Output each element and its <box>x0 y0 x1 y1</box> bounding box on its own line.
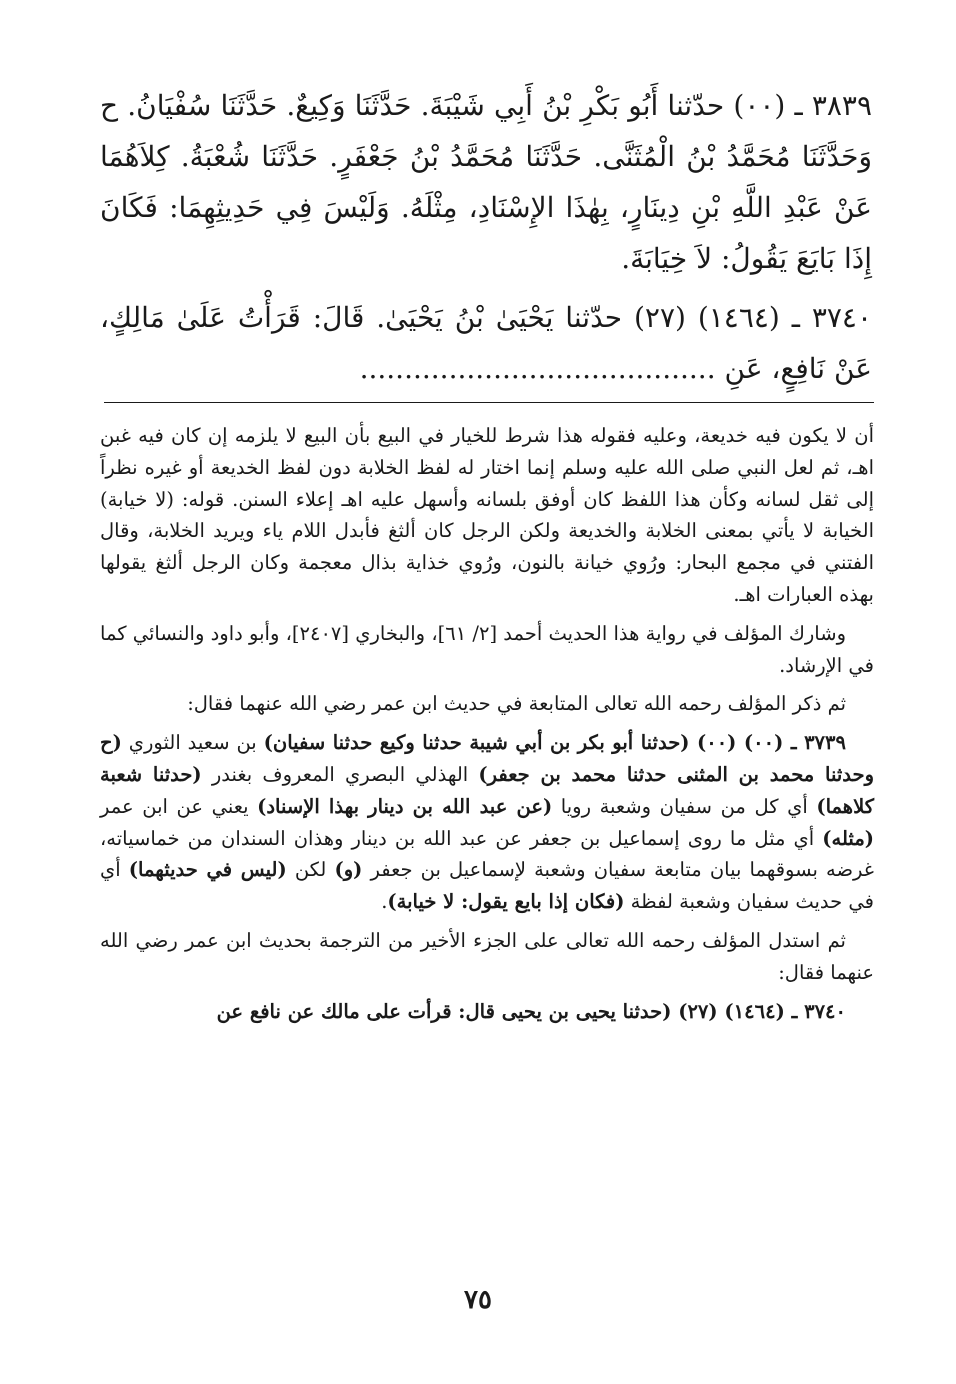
hadith-paragraph-2 <box>100 292 872 394</box>
bold-hadith-text: (ليس في حديثهما) <box>128 858 287 882</box>
explanation-text: الهذلي البصري المعروف بغندر <box>201 762 479 786</box>
explanation-text: أي في حديث سفيان وشعبة لفظة <box>100 858 874 914</box>
explanation-text: يعني عن ابن عمر <box>100 794 258 818</box>
explanation-text: لكن <box>286 858 335 882</box>
explanation-text: . <box>381 890 388 914</box>
commentary-paragraph: ثم ذكر المؤلف رحمه الله تعالى المتابعة في حديث ابن عمر رضي الله عنهما فقال: <box>187 692 846 716</box>
footnote-divider <box>104 402 874 403</box>
hadith-paragraph: ٣٨٣٩ ـ (٠٠) حدّثنا أَبُو بَكْرِ بْنُ أَبِي شَيْبَةَ. حَدَّثَنَا وَكِيعٌ. حَدَّثَنَا سُفْيَانُ. ح وَحَدَّثَنَا مُحَمَّدُ بْنُ الْمُثَنَّى. حَدَّثَنَا مُحَمَّدُ بْنُ جَعْفَرٍ. حَدَّثَنَا شُعْبَةُ. كِلاَهُمَا عَنْ عَبْدِ اللَّهِ بْنِ دِينَارٍ، بِهٰذَا الإِسْنَادِ، مِثْلَهُ. وَلَيْسَ فِي حَدِيثِهِمَا: فَكَانَ إِذَا بَايَعَ يَقُولُ: لاَ خِيَابَةَ. <box>100 89 872 275</box>
bold-hadith-text: (و) <box>334 858 363 882</box>
bold-hadith-text: (مثله) <box>822 826 874 850</box>
bold-hadith-text: ٣٧٣٩ ـ (٠٠) (٠٠) (حدثنا أبو بكر بن أبي شيبة حدثنا وكيع حدثنا سفيان) <box>263 731 846 755</box>
page-number: ٧٥ <box>464 1285 492 1315</box>
bold-hadith-text: (عن عبد الله بن دينار بهذا الإسناد) <box>257 794 553 818</box>
commentary-paragraph: أن لا يكون فيه خديعة، وعليه فقوله هذا شرط للخيار في البيع بأن البيع لا يلزمه إن كان فيه غبن اهـ، ثم لعل النبي صلى الله عليه وسلم إنما اختار له لفظ الخلابة دون لفظ الخديعة أو غيره نظراً إلى ثقل لسانه وكأن هذا اللفظ كان أوفق بلسانه وأسهل عليه اهـ إعلاء السنن. قوله: (لا خيابة) الخيابة لا يأتي بمعنى الخلابة والخديعة ولكن الرجل كان ألثغ فأبدل اللام ياء ويريد الخلابة، وقال الفتني في مجمع البحار: ورُوي خيانة بالنون، ورُوي خذاية بذال معجمة وكان الرجل ألثغ يقولها بهذه العبارات اهـ. <box>100 424 874 606</box>
hadith-paragraph-2-text: ٣٧٤٠ ـ (١٤٦٤) (٢٧) حدّثنا يَحْيَىٰ بْنُ يَحْيَىٰ. قَالَ: قَرَأْتُ عَلَىٰ مَالِكٍ، عَنْ نَافِعٍ، عَنِ <box>100 301 872 385</box>
bold-hadith-text: (ح وحدثنا محمد بن المثنى حدثنا محمد بن جعفر) <box>100 731 874 786</box>
commentary-paragraph: ثم استدل المؤلف رحمه الله تعالى على الجزء الأخير من الترجمة بحديث ابن عمر رضي الله عنهما فقال: <box>100 928 874 984</box>
bold-hadith-text: (فكان إذا بايع يقول: لا خيابة) <box>387 890 625 914</box>
commentary-paragraph-bold <box>100 996 874 1028</box>
commentary-paragraph-isnad <box>100 727 874 918</box>
continuation-dots: ........................................ <box>359 352 716 385</box>
bold-hadith-text: (حدثنا شعبة كلاهما) <box>100 762 874 818</box>
hadith-text <box>100 80 872 394</box>
explanation-text: أي مثل ما روى إسماعيل بن جعفر عن عبد الله بن دينار وهذان السندان من خماسياته، غرضه بسوقهما بيان متابعة سفيان وشعبة لإسماعيل بن جعفر <box>100 826 874 882</box>
bold-hadith-text: ٣٧٤٠ ـ (١٤٦٤) (٢٧) (حدثنا يحيى بن يحيى قال: قرأت على مالك عن نافع عن <box>216 999 846 1023</box>
explanation-text: بن سعيد الثوري <box>121 731 264 755</box>
explanation-text: أي كل من سفيان وشعبة رويا <box>552 794 817 818</box>
commentary-section <box>100 420 874 1034</box>
commentary-paragraph: وشارك المؤلف في رواية هذا الحديث أحمد [٢/ ٦١]، والبخاري [٢٤٠٧]، وأبو داود والنسائي كما في الإرشاد. <box>100 621 874 677</box>
